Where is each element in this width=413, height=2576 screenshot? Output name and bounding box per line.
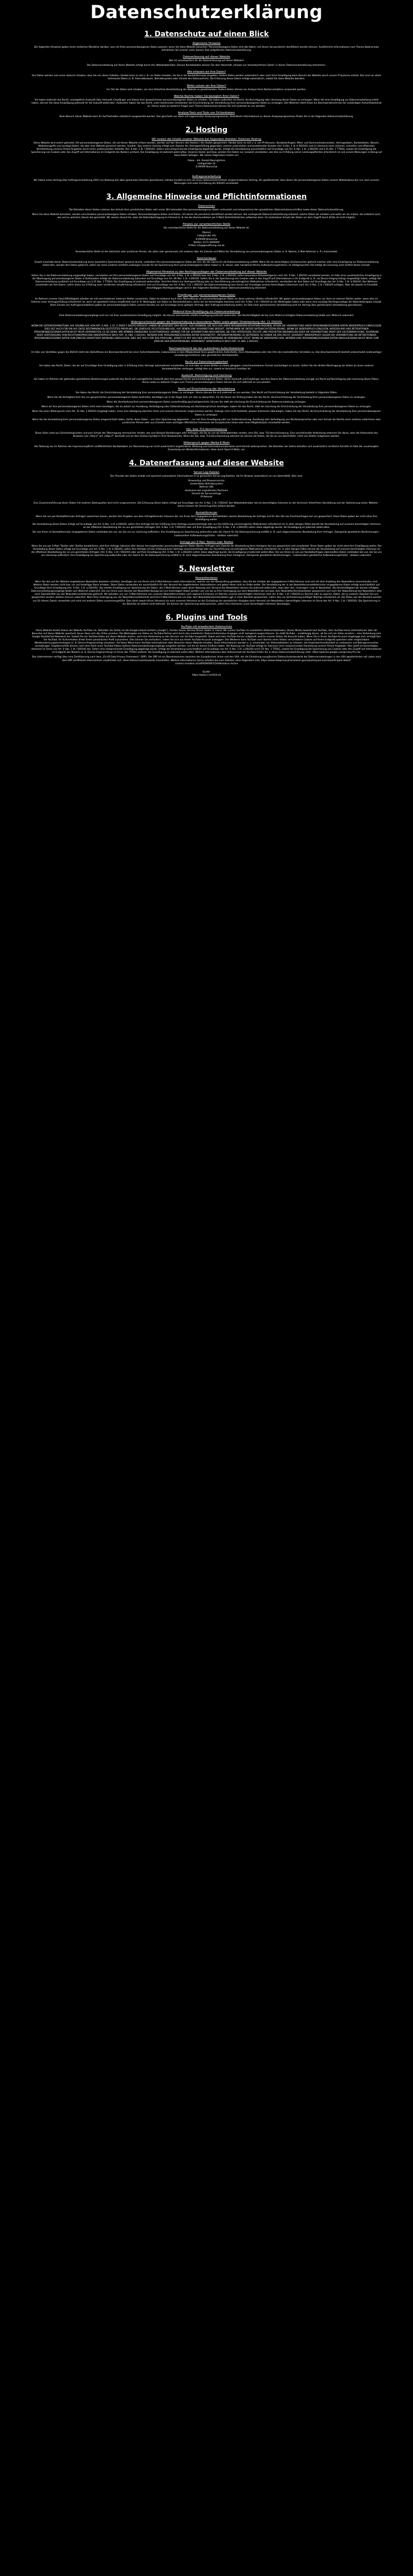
paragraph: Wenn wir Ihre personenbezogenen Daten nicht mehr benötigen, Sie sie jedoch zur Ausübung, Verteidigung oder Geltendmachung von Rechtsansprüchen benötigen, haben Sie das Recht, statt der Löschung die Einschränkung der Verarbeitung Ihrer personenbezogenen Daten zu verlangen. <box>41 406 372 409</box>
section-heading-text: 4. Datenerfassung auf dieser Website <box>129 459 284 468</box>
address-line: Liebigstraße 10a <box>197 235 216 238</box>
section-heading <box>31 459 382 468</box>
subsection-heading: Recht auf Datenübertragbarkeit <box>185 360 228 364</box>
subsection-heading: Allgemeine Hinweise <box>192 42 221 45</box>
paragraph: Eine Zusammenführung dieser Daten mit anderen Datenquellen wird nicht vorgenommen. Die Erfassung dieser Daten erfolgt auf Grundlage von Art. 6 Abs. 1 lit. f DSGVO. Der Websitebetreiber hat ein berechtigtes Interesse an der technisch fehlerfreien Darstellung und der Optimierung seiner Website – hierzu müssen die Server-Log-Files erfasst werden. <box>33 502 380 508</box>
source-link[interactable]: https://www.e-recht24.de <box>192 674 221 677</box>
subsection-heading: Newsletterdaten <box>195 576 218 580</box>
address-line: Uhrzeit der Serveranfrage <box>191 492 222 495</box>
policy-section <box>31 30 382 119</box>
paragraph: Sie haben das Recht, die Einschränkung der Verarbeitung Ihrer personenbezogenen Daten zu verlangen. Hierzu können Sie sich jederzeit an uns wenden. Das Recht auf Einschränkung der Verarbeitung besteht in folgenden Fällen: <box>75 392 338 395</box>
address-line: E-Mail: info@geoeffnung-rod.de <box>188 244 225 247</box>
address-block <box>31 480 382 499</box>
source-label: Quelle: <box>202 670 211 674</box>
subsection-heading: Beschwerderecht bei der zuständigen Aufsichtsbehörde <box>169 347 244 350</box>
policy-section <box>31 613 382 666</box>
source-block <box>31 671 382 677</box>
address-line: Browsertyp und Browserversion <box>188 480 225 483</box>
section-heading <box>31 126 382 135</box>
paragraph: Das Unternehmen verfügt über eine Zertifizierung nach dem „EU-US Data Privacy Framework“ (DPF). Der DPF ist ein Übereinkommen zwischen der Europäischen Union und den USA, der die Einhaltung europäischer Datenschutzstandards bei Datenverarbeitungen in den USA gewährleisten soll. Jedes nach dem DPF zertifizierte Unternehmen verpflichtet sich, diese Datenschutzstandards einzuhalten. Weitere Informationen hierzu erhalten Sie vom Anbieter unter folgendem Link: https://www.dataprivacyframework.gov/s/participant-search/participant-detail?contact=true&id=a2zt000000001L5AAI&status=Active <box>32 656 381 665</box>
paragraph: Sie haben jederzeit das Recht, unentgeltlich Auskunft über Herkunft, Empfänger und Zweck Ihrer gespeicherten personenbezogenen Daten zu erhalten. Sie haben außerdem ein Recht, die Berichtigung oder Löschung dieser Daten zu verlangen. Wenn Sie eine Einwilligung zur Datenverarbeitung erteilt haben, können Sie diese Einwilligung jederzeit für die Zukunft widerrufen. Außerdem haben Sie das Recht, unter bestimmten Umständen die Einschränkung der Verarbeitung Ihrer personenbezogenen Daten zu verlangen. Des Weiteren steht Ihnen ein Beschwerderecht bei der zuständigen Aufsichtsbehörde zu. Hierzu sowie zu weiteren Fragen zum Thema Datenschutz können Sie sich jederzeit an uns wenden. <box>31 98 382 108</box>
paragraph: Der Nutzung von im Rahmen der Impressumspflicht veröffentlichten Kontaktdaten zur Übersendung von nicht ausdrücklich angeforderter Werbung und Informationsmaterialien wird hiermit widersprochen. Die Betreiber der Seiten behalten sich ausdrücklich rechtliche Schritte im Falle der unverlangten Zusendung von Werbeinformationen, etwa durch Spam-E-Mails, vor. <box>34 446 379 452</box>
paragraph: Soweit innerhalb dieser Datenschutzerklärung keine speziellere Speicherdauer genannt wurde, verbleiben Ihre personenbezogenen Daten bei uns, bis der Zweck für die Datenverarbeitung entfällt. Wenn Sie ein berechtigtes Löschersuchen geltend machen oder eine Einwilligung zur Datenverarbeitung widerrufen, werden Ihre Daten gelöscht, sofern wir keine anderen rechtlich zulässigen Gründe für die Speicherung Ihrer personenbezogenen Daten haben (z. B. steuer- oder handelsrechtliche Aufbewahrungsfristen); im letztgenannten Fall erfolgt die Löschung nach Fortfall dieser Gründe. <box>34 261 379 267</box>
subsection-heading: Widerspruch gegen Werbe-E-Mails <box>183 441 230 445</box>
subsection-heading: Datenerfassung auf dieser Website <box>182 55 231 59</box>
section-heading <box>31 613 382 622</box>
subsection-heading: Wir hosten die Inhalte unserer Website bei folgendem Anbieter: Externes Hosting <box>151 138 262 141</box>
paragraph: Die Datenverarbeitung auf dieser Website erfolgt durch den Websitebetreiber. Dessen Kontaktdaten können Sie dem Abschnitt „Hinweis zur Verantwortlichen Stelle“ in dieser Datenschutzerklärung entnehmen. <box>87 64 326 67</box>
paragraph: Ein Teil der Daten wird erhoben, um eine fehlerfreie Bereitstellung der Website zu gewährleisten. Andere Daten können zur Analyse Ihres Nutzerverhaltens verwendet werden. <box>107 88 306 91</box>
paragraph: Sofern Sie in die Datenverarbeitung eingewilligt haben, verarbeiten wir Ihre personenbezogenen Daten auf Grundlage von Art. 6 Abs. 1 lit. a DSGVO bzw. Art. 9 Abs. 2 lit. a DSGVO, sofern besondere Datenkategorien nach Art. 9 Abs. 1 DSGVO verarbeitet werden. Im Falle einer ausdrücklichen Einwilligung in die Übertragung personenbezogener Daten in Drittstaaten erfolgt die Datenverarbeitung außerdem auf Grundlage von Art. 49 Abs. 1 lit. a DSGVO. Sofern Sie in die Speicherung von Cookies oder in den Zugriff auf Informationen in Ihr Endgerät (z. B. via Device-Fingerprinting) eingewilligt haben, erfolgt die Datenverarbeitung zusätzlich auf Grundlage von § 25 Abs. 1 TTDSG. Die Einwilligung ist jederzeit widerrufbar. Sind Ihre Daten zur Vertragserfüllung oder zur Durchführung vorvertraglicher Maßnahmen erforderlich, verarbeiten wir Ihre Daten auf Grundlage des Art. 6 Abs. 1 lit. b DSGVO. Des Weiteren verarbeiten wir Ihre Daten, sofern diese zur Erfüllung einer rechtlichen Verpflichtung erforderlich sind auf Grundlage von Art. 6 Abs. 1 lit. c DSGVO. Die Datenverarbeitung kann ferner auf Grundlage unseres berechtigten Interesses nach Art. 6 Abs. 1 lit. f DSGVO erfolgen. Über die jeweils im Einzelfall einschlägigen Rechtsgrundlagen wird in den folgenden Absätzen dieser Datenschutzerklärung informiert. <box>31 275 382 290</box>
page-title: Datenschutzerklärung <box>90 2 323 23</box>
paragraph: Die verantwortliche Stelle für die Datenverarbeitung auf dieser Website ist: <box>163 227 250 230</box>
section-heading <box>31 193 382 202</box>
paragraph: Ihre Daten werden zum einen dadurch erhoben, dass Sie uns diese mitteilen. Hierbei kann es sich z. B. um Daten handeln, die Sie in ein Kontaktformular eingeben. Andere Daten werden automatisch oder nach Ihrer Einwilligung beim Besuch der Website durch unsere IT-Systeme erfasst. Das sind vor allem technische Daten (z. B. Internetbrowser, Betriebssystem oder Uhrzeit des Seitenaufrufs). Die Erfassung dieser Daten erfolgt automatisch, sobald Sie diese Website betreten. <box>32 75 381 81</box>
subsection-heading: SSL- bzw. TLS-Verschlüsselung <box>186 427 227 431</box>
paragraph: Wenn Sie uns per E-Mail, Telefon oder Telefax kontaktieren, wird Ihre Anfrage inklusive aller daraus hervorgehenden personenbezogenen Daten (Name, Anfrage) zum Zwecke der Bearbeitung Ihres Anliegens bei uns gespeichert und verarbeitet. Diese Daten geben wir nicht ohne Ihre Einwilligung weiter. Die Verarbeitung dieser Daten erfolgt auf Grundlage von Art. 6 Abs. 1 lit. b DSGVO, sofern Ihre Anfrage mit der Erfüllung eines Vertrags zusammenhängt oder zur Durchführung vorvertraglicher Maßnahmen erforderlich ist. In allen übrigen Fällen beruht die Verarbeitung auf unserem berechtigten Interesse an der effektiven Bearbeitung der an uns gerichteten Anfragen (Art. 6 Abs. 1 lit. f DSGVO) oder auf Ihrer Einwilligung (Art. 6 Abs. 1 lit. a DSGVO) sofern diese abgefragt wurde; die Einwilligung ist jederzeit widerrufbar. Die von Ihnen an uns per Kontaktanfragen übersandten Daten verbleiben bei uns, bis Sie uns zur Löschung auffordern, Ihre Einwilligung zur Speicherung widerrufen oder der Zweck für die Datenspeicherung entfällt (z. B. nach abgeschlossener Bearbeitung Ihres Anliegens). Zwingende gesetzliche Bestimmungen – insbesondere gesetzliche Aufbewahrungsfristen – bleiben unberührt. <box>31 545 382 557</box>
paragraph: Die Verarbeitung dieser Daten erfolgt auf Grundlage von Art. 6 Abs. 1 lit. b DSGVO, sofern Ihre Anfrage mit der Erfüllung eines Vertrags zusammenhängt oder zur Durchführung vorvertraglicher Maßnahmen erforderlich ist. In allen übrigen Fällen beruht die Verarbeitung auf unserem berechtigten Interesse an der effektiven Bearbeitung der an uns gerichteten Anfragen (Art. 6 Abs. 1 lit. f DSGVO) oder auf Ihrer Einwilligung (Art. 6 Abs. 1 lit. a DSGVO) sofern diese abgefragt wurde; die Einwilligung ist jederzeit widerrufbar. <box>32 523 381 529</box>
policy-section <box>31 459 382 557</box>
paragraph: Wenn Sie diese Website benutzen, werden verschiedene personenbezogene Daten erhoben. Personenbezogene Daten sind Daten, mit denen Sie persönlich identifiziert werden können. Die vorliegende Datenschutzerklärung erläutert, welche Daten wir erheben und wofür wir sie nutzen. Sie erläutert auch, wie und zu welchem Zweck das geschieht. Wir weisen darauf hin, dass die Datenübertragung im Internet (z. B. bei der Kommunikation per E-Mail) Sicherheitslücken aufweisen kann. Ein lückenloser Schutz der Daten vor dem Zugriff durch Dritte ist nicht möglich. <box>32 213 381 220</box>
paragraph: WENN DIE DATENVERARBEITUNG AUF GRUNDLAGE VON ART. 6 ABS. 1 LIT. E ODER F DSGVO ERFOLGT, HABEN SIE JEDERZEIT DAS RECHT, AUS GRÜNDEN, DIE SICH AUS IHRER BESONDEREN SITUATION ERGEBEN, GEGEN DIE VERARBEITUNG IHRER PERSONENBEZOGENEN DATEN WIDERSPRUCH EINZULEGEN; DIES GILT AUCH FÜR EIN AUF DIESE BESTIMMUNGEN GESTÜTZTES PROFILING. DIE JEWEILIGE RECHTSGRUNDLAGE, AUF DENEN EINE VERARBEITUNG BERUHT, ENTNEHMEN SIE DIESER DATENSCHUTZERKLÄRUNG. WENN SIE WIDERSPRUCH EINLEGEN, WERDEN WIR IHRE BETROFFENEN PERSONENBEZOGENEN DATEN NICHT MEHR VERARBEITEN, ES SEI DENN, WIR KÖNNEN ZWINGENDE SCHUTZWÜRDIGE GRÜNDE FÜR DIE VERARBEITUNG NACHWEISEN, DIE IHRE INTERESSEN, RECHTE UND FREIHEITEN ÜBERWIEGEN ODER DIE VERARBEITUNG DIENT DER GELTENDMACHUNG, AUSÜBUNG ODER VERTEIDIGUNG VON RECHTSANSPRÜCHEN (WIDERSPRUCH NACH ART. 21 ABS. 1 DSGVO). WERDEN IHRE PERSONENBEZOGENEN DATEN VERARBEITET, UM DIREKTWERBUNG ZU BETREIBEN, SO HABEN SIE DAS RECHT, JEDERZEIT WIDERSPRUCH GEGEN DIE VERARBEITUNG SIE BETREFFENDER PERSONENBEZOGENER DATEN ZUM ZWECKE DERARTIGER WERBUNG EINZULEGEN; DIES GILT AUCH FÜR DAS PROFILING, SOWEIT ES MIT SOLCHER DIREKTWERBUNG IN VERBINDUNG STEHT. WENN SIE WIDERSPRECHEN, WERDEN IHRE PERSONENBEZOGENEN DATEN ANSCHLIESSEND NICHT MEHR ZUM ZWECKE DER DIREKTWERBUNG VERWENDET (WIDERSPRUCH NACH ART. 21 ABS. 2 DSGVO). <box>31 324 382 344</box>
subsection-heading: Anfrage per E-Mail, Telefon oder Telefax <box>179 540 234 544</box>
section-heading-text: 1. Datenschutz auf einen Blick <box>144 30 269 38</box>
paragraph: Die von Ihnen im Kontaktformular eingegebenen Daten verbleiben bei uns, bis Sie uns zur Löschung auffordern, Ihre Einwilligung zur Speicherung widerrufen oder der Zweck für die Datenspeicherung entfällt (z. B. nach abgeschlossener Bearbeitung Ihrer Anfrage). Zwingende gesetzliche Bestimmungen – insbesondere Aufbewahrungsfristen – bleiben unberührt. <box>32 531 381 537</box>
paragraph: Beim Besuch dieser Website kann Ihr Surf-Verhalten statistisch ausgewertet werden. Das geschieht vor allem mit sogenannten Analyseprogrammen. Detaillierte Informationen zu diesen Analyseprogrammen finden Sie in der folgenden Datenschutzerklärung. <box>59 115 354 118</box>
policy-content <box>31 30 382 666</box>
policy-section <box>31 126 382 185</box>
paragraph: Wenn Sie den auf der Website angebotenen Newsletter beziehen möchten, benötigen wir von Ihnen eine E-Mail-Adresse sowie Informationen, welche uns die Überprüfung gestatten, dass Sie der Inhaber der angegebenen E-Mail-Adresse sind und mit dem Empfang des Newsletters einverstanden sind. Weitere Daten werden nicht bzw. nur auf freiwilliger Basis erhoben. Diese Daten verwenden wir ausschließlich für den Versand der angeforderten Informationen und geben diese nicht an Dritte weiter. Die Verarbeitung der in das Newsletteranmeldeformular eingegebenen Daten erfolgt ausschließlich auf Grundlage Ihrer Einwilligung (Art. 6 Abs. 1 lit. a DSGVO). Die erteilte Einwilligung zur Speicherung der Daten, der E-Mail-Adresse sowie deren Nutzung zum Versand des Newsletters können Sie jederzeit widerrufen, etwa über den „Austragen“-Link im Newsletter. Die Rechtmäßigkeit der bereits erfolgten Datenverarbeitungsvorgänge bleibt vom Widerruf unberührt. Die von Ihnen zum Zwecke des Newsletter-Bezugs bei uns hinterlegten Daten werden von uns bis zu Ihrer Austragung aus dem Newsletter bei uns bzw. dem Newsletterdiensteanbieter gespeichert und nach der Abbestellung des Newsletters oder nach Zweckfortfall aus der Newsletterverteilerliste gelöscht. Wir behalten uns vor, E-Mail-Adressen aus unserem Newsletterverteiler nach eigenem Ermessen im Rahmen unseres berechtigten Interesses nach Art. 6 Abs. 1 lit. f DSGVO zu löschen oder zu sperren. Daten, die zu anderen Zwecken bei uns gespeichert wurden, bleiben hiervon unberührt. Nach Ihrer Austragung aus der Newsletterverteilerliste wird Ihre E-Mail-Adresse bei uns bzw. dem Newsletterdiensteanbieter ggf. in einer Blacklist gespeichert, sofern dies zur Verhinderung künftiger Mailings erforderlich ist. Die Daten aus der Blacklist werden nur für diesen Zweck verwendet und nicht mit anderen Daten zusammengeführt. Dies dient sowohl Ihrem Interesse als auch unserem Interesse an der Einhaltung der gesetzlichen Vorgaben beim Versand von Newslettern (berechtigtes Interesse im Sinne des Art. 6 Abs. 1 lit. f DSGVO). Die Speicherung in der Blacklist ist zeitlich nicht befristet. Sie können der Speicherung widersprechen, sofern Ihre Interessen unser berechtigtes Interesse überwiegen. <box>31 580 382 606</box>
address-line: Referrer URL <box>199 486 214 489</box>
address-line: Febox - Inh. Ronald Baumgärtner <box>188 159 225 162</box>
address-line: D-09599 Branschw <box>195 165 218 168</box>
section-heading-text: 2. Hosting <box>185 126 228 135</box>
subsection-heading: Analyse-Tools und Tools von Drittanbietern <box>178 111 235 115</box>
paragraph: Wenn die Verarbeitung Ihrer personenbezogenen Daten unrechtmäßig geschah/geschieht, können Sie statt der Löschung die Einschränkung der Datenverarbeitung verlangen. <box>106 401 307 404</box>
subsection-heading: Hinweis zur verantwortlichen Stelle <box>182 223 231 226</box>
paragraph: Sie haben das Recht, Daten, die wir auf Grundlage Ihrer Einwilligung oder in Erfüllung eines Vertrags automatisiert verarbeiten, an sich oder an einen Dritten in einem gängigen, maschinenlesbaren Format aushändigen zu lassen. Sofern Sie die direkte Übertragung der Daten an einen anderen Verantwortlichen verlangen, erfolgt dies nur, soweit es technisch machbar ist. <box>39 364 374 370</box>
spacer <box>31 169 382 172</box>
paragraph: Die folgenden Hinweise geben einen einfachen Überblick darüber, was mit Ihren personenbezogenen Daten passiert, wenn Sie diese Website besuchen. Personenbezogene Daten sind alle Daten, mit denen Sie persönlich identifiziert werden können. Ausführliche Informationen zum Thema Datenschutz entnehmen Sie unserer unter diesem Text aufgeführten Datenschutzerklärung. <box>34 46 379 52</box>
paragraph: Diese Website bindet Videos der Website YouTube ein. Betreiber der Seiten ist die Google Ireland Limited („Google“), Gordon House, Barrow Street, Dublin 4, Irland. Wir nutzen YouTube im erweiterten Datenschutzmodus. Dieser Modus bewirkt laut YouTube, dass YouTube keine Informationen über die Besucher auf dieser Website speichert, bevor diese sich das Video ansehen. Die Weitergabe von Daten an YouTube-Partner wird durch den erweiterten Datenschutzmodus hingegen nicht zwingend ausgeschlossen. So stellt YouTube – unabhängig davon, ob Sie sich ein Video ansehen – eine Verbindung zum Google DoubleClick-Netzwerk her. Sobald Sie ein YouTube-Video auf dieser Website starten, wird eine Verbindung zu den Servern von YouTube hergestellt. Dabei wird dem YouTube-Server mitgeteilt, welche unserer Seiten Sie besucht haben. Wenn Sie in Ihrem YouTube-Account eingeloggt sind, ermöglichen Sie YouTube, Ihr Surfverhalten direkt Ihrem persönlichen Profil zuzuordnen. Dies können Sie verhindern, indem Sie sich aus Ihrem YouTube-Account ausloggen. Des Weiteren kann YouTube nach Starten eines Videos verschiedene Cookies auf Ihrem Endgerät speichern oder vergleichbare Wiedererkennungstechnologien (z. B. Device-Fingerprinting) einsetzen. Auf diese Weise kann YouTube Informationen über Besucher dieser Website erhalten. Diese Informationen werden u. a. verwendet, um Videostatistiken zu erfassen, die Anwenderfreundlichkeit zu verbessern und Betrugsversuchen vorzubeugen. Gegebenenfalls können nach dem Start eines YouTube-Videos weitere Datenverarbeitungsvorgänge ausgelöst werden, auf die wir keinen Einfluss haben. Die Nutzung von YouTube erfolgt im Interesse einer ansprechenden Darstellung unserer Online-Angebote. Dies stellt ein berechtigtes Interesse im Sinne von Art. 6 Abs. 1 lit. f DSGVO dar. Sofern eine entsprechende Einwilligung abgefragt wurde, erfolgt die Verarbeitung ausschließlich auf Grundlage von Art. 6 Abs. 1 lit. a DSGVO und § 25 Abs. 1 TTDSG, soweit die Einwilligung die Speicherung von Cookies oder den Zugriff auf Informationen im Endgerät des Nutzers (z. B. Device-Fingerprinting) im Sinne des TTDSG umfasst. Die Einwilligung ist jederzeit widerrufbar. Weitere Informationen über Datenschutz bei YouTube finden Sie in deren Datenschutzerklärung unter: https://policies.google.com/privacy?hl=de. <box>31 629 382 654</box>
paragraph: Wenn Sie uns per Kontaktformular Anfragen zukommen lassen, werden Ihre Angaben aus dem Anfrageformular inklusive der von Ihnen dort angegebenen Kontaktdaten zwecks Bearbeitung der Anfrage und für den Fall von Anschlussfragen bei uns gespeichert. Diese Daten geben wir nicht ohne Ihre Einwilligung weiter. <box>36 516 377 522</box>
subsection-heading: Welche Rechte haben Sie bezüglich Ihrer Daten? <box>174 94 239 98</box>
paragraph: Die Betreiber dieser Seiten nehmen den Schutz Ihrer persönlichen Daten sehr ernst. Wir behandeln Ihre personenbezogenen Daten vertraulich und entsprechend den gesetzlichen Datenschutzvorschriften sowie dieser Datenschutzerklärung. <box>69 208 344 211</box>
section-heading <box>31 30 382 39</box>
paragraph: Wenn Sie einen Widerspruch nach Art. 21 Abs. 1 DSGVO eingelegt haben, muss eine Abwägung zwischen Ihren und unseren Interessen vorgenommen werden. Solange noch nicht feststeht, wessen Interessen überwiegen, haben Sie das Recht, die Einschränkung der Verarbeitung Ihrer personenbezogenen Daten zu verlangen. <box>32 410 381 417</box>
subsection-heading: Recht auf Einschränkung der Verarbeitung <box>178 388 235 391</box>
paragraph: Wenn Sie die Richtigkeit Ihrer bei uns gespeicherten personenbezogenen Daten bestreiten, benötigen wir in der Regel Zeit, um dies zu überprüfen. Für die Dauer der Prüfung haben Sie das Recht, die Einschränkung der Verarbeitung Ihrer personenbezogenen Daten zu verlangen. <box>47 396 366 399</box>
address-line: verwendetes Betriebssystem <box>190 483 223 486</box>
address-line: Liebigstraße 24 <box>197 162 216 165</box>
paragraph: Sie haben im Rahmen der geltenden gesetzlichen Bestimmungen jederzeit das Recht auf unentgeltliche Auskunft über Ihre gespeicherten personenbezogenen Daten, deren Herkunft und Empfänger und den Zweck der Datenverarbeitung und ggf. ein Recht auf Berichtigung oder Löschung dieser Daten. Hierzu sowie zu weiteren Fragen zum Thema personenbezogene Daten können Sie sich jederzeit an uns wenden. <box>34 378 379 384</box>
subsection-heading: Widerruf Ihrer Einwilligung zur Datenverarbeitung <box>173 310 240 313</box>
address-line: D-09599 Branschw <box>195 238 218 241</box>
paragraph: Im Rahmen unserer Geschäftstätigkeit arbeiten wir mit verschiedenen externen Stellen zusammen. Dabei ist teilweise auch eine Übermittlung von personenbezogenen Daten an diese externen Stellen erforderlich. Wir geben personenbezogene Daten nur dann an externe Stellen weiter, wenn dies im Rahmen einer Vertragserfüllung erforderlich ist, wenn wir gesetzlich hierzu verpflichtet sind (z. B. Weitergabe von Daten an Steuerbehörden), wenn wir ein berechtigtes Interesse nach Art. 6 Abs. 1 lit. f DSGVO an der Weitergabe haben oder wenn eine sonstige Rechtsgrundlage die Datenweitergabe erlaubt. Beim Einsatz von Auftragsverarbeitern geben wir personenbezogene Daten unserer Kunden nur auf Grundlage eines gültigen Vertrags über Auftragsverarbeitung weiter. Im Falle einer gemeinsamen Verarbeitung wird ein Vertrag über gemeinsame Verarbeitung geschlossen. <box>31 297 382 307</box>
address-line: Telefon: 0171 0000000 <box>193 241 220 244</box>
subsection-heading: Allgemeine Hinweise zu den Rechtsgrundlagen der Datenverarbeitung auf dieser Website <box>146 270 267 274</box>
section-heading-text: 5. Newsletter <box>179 564 234 573</box>
policy-section <box>31 193 382 452</box>
subsection-heading: Empfänger von personenbezogenen Daten <box>177 293 236 297</box>
paragraph: Diese Seite nutzt aus Sicherheitsgründen und zum Schutz der Übertragung vertraulicher Inhalte, wie zum Beispiel Bestellungen oder Anfragen, die Sie an uns als Seitenbetreiber senden, eine SSL- bzw. TLS-Verschlüsselung. Eine verschlüsselte Verbindung erkennen Sie daran, dass die Adresszeile des Browsers von „http://“ auf „https://“ wechselt und an dem Schloss-Symbol in Ihrer Browserzeile. Wenn die SSL- bzw. TLS-Verschlüsselung aktiviert ist, können die Daten, die Sie an uns übermitteln, nicht von Dritten mitgelesen werden. <box>35 432 378 438</box>
paragraph: Wir haben einen Vertrag über Auftragsverarbeitung (AVV) zur Nutzung des oben genannten Dienstes geschlossen. Hierbei handelt es sich um einen datenschutzrechtlich vorgeschriebenen Vertrag, der gewährleistet, dass dieser die personenbezogenen Daten unserer Websitebesucher nur nach unseren Weisungen und unter Einhaltung der DSGVO verarbeitet. <box>34 179 379 185</box>
paragraph: Wenn Sie die Verarbeitung Ihrer personenbezogenen Daten eingeschränkt haben, dürfen diese Daten – von ihrer Speicherung abgesehen – nur mit Ihrer Einwilligung oder zur Geltendmachung, Ausübung oder Verteidigung von Rechtsansprüchen oder zum Schutz der Rechte einer anderen natürlichen oder juristischen Person oder aus Gründen eines wichtigen öffentlichen Interesses der Europäischen Union oder eines Mitgliedstaats verarbeitet werden. <box>32 418 381 424</box>
subsection-heading: Wofür nutzen wir Ihre Daten? <box>187 84 226 88</box>
paragraph: Wer ist verantwortlich für die Datenerfassung auf dieser Website? <box>169 60 244 63</box>
address-block <box>31 232 382 247</box>
address-line: Hostname des zugreifenden Rechners <box>184 489 229 492</box>
address-line: IP-Adresse <box>201 495 212 498</box>
subsection-heading: Kontaktformular <box>195 511 218 515</box>
policy-section <box>31 565 382 606</box>
subsection-heading: YouTube mit erweitertem Datenschutz <box>181 625 232 628</box>
subsection-heading: Widerspruchsrecht gegen die Datenerhebung in besonderen Fällen sowie gegen Direktwerbung (Art. 21 DSGVO) <box>131 320 282 324</box>
section-heading-text: 6. Plugins und Tools <box>165 613 248 622</box>
paragraph: Viele Datenverarbeitungsvorgänge sind nur mit Ihrer ausdrücklichen Einwilligung möglich. Sie können eine bereits erteilte Einwilligung jederzeit widerrufen. Die Rechtmäßigkeit der bis zum Widerruf erfolgten Datenverarbeitung bleibt vom Widerruf unberührt. <box>59 314 354 317</box>
subsection-heading: Datenschutz <box>198 204 215 208</box>
paragraph: Verantwortliche Stelle ist die natürliche oder juristische Person, die allein oder gemeinsam mit anderen über die Zwecke und Mittel der Verarbeitung von personenbezogenen Daten (z. B. Namen, E-Mail-Adressen o. Ä.) entscheidet. <box>75 250 338 253</box>
address-block <box>31 160 382 169</box>
subsection-heading: Speicherdauer <box>196 256 217 260</box>
subsection-heading: Auskunft, Berichtigung und Löschung <box>181 374 232 377</box>
subsection-heading: Server-Log-Dateien <box>193 471 220 475</box>
address-line: [Name] <box>202 232 211 235</box>
section-heading-text: 3. Allgemeine Hinweise und Pflichtinformationen <box>106 192 307 201</box>
subsection-heading: Wie erfassen wir Ihre Daten? <box>187 70 226 74</box>
paragraph: Im Falle von Verstößen gegen die DSGVO steht den Betroffenen ein Beschwerderecht bei einer Aufsichtsbehörde, insbesondere in dem Mitgliedstaat ihres gewöhnlichen Aufenthalts, ihres Arbeitsplatzes oder des Orts des mutmaßlichen Verstoßes zu. Das Beschwerderecht besteht unbeschadet anderweitiger verwaltungsrechtlicher oder gerichtlicher Rechtsbehelfe. <box>31 351 382 357</box>
section-heading <box>31 565 382 574</box>
paragraph: Der Provider der Seiten erhebt und speichert automatisch Informationen in so genannten Server-Log-Dateien, die Ihr Browser automatisch an uns übermittelt. Dies sind: <box>110 475 303 478</box>
subsection-heading: Auftragsverarbeitung <box>192 175 221 178</box>
paragraph: Diese Website wird extern gehostet. Die personenbezogenen Daten, die auf dieser Website erfasst werden, werden auf den Servern des Hosters / der Hoster gespeichert. Hierbei kann es sich v. a. um IP-Adressen, Kontaktanfragen, Meta- und Kommunikationsdaten, Vertragsdaten, Kontaktdaten, Namen, Websitezugriffe und sonstige Daten, die über eine Website generiert werden, handeln. Das externe Hosting erfolgt zum Zwecke der Vertragserfüllung gegenüber unseren potenziellen und bestehenden Kunden (Art. 6 Abs. 1 lit. b DSGVO) und im Interesse einer sicheren, schnellen und effizienten Bereitstellung unseres Online-Angebots durch einen professionellen Anbieter (Art. 6 Abs. 1 lit. f DSGVO). Sofern eine entsprechende Einwilligung abgefragt wurde, erfolgt die Verarbeitung ausschließlich auf Grundlage von Art. 6 Abs. 1 lit. a DSGVO und § 25 Abs. 1 TTDSG, soweit die Einwilligung die Speicherung von Cookies oder den Zugriff auf Informationen im Endgerät des Nutzers umfasst. Die Einwilligung ist jederzeit widerrufbar. Unser(e) Hoster wird bzw. werden Ihre Daten nur insoweit verarbeiten, wie dies zur Erfüllung seiner Leistungspflichten erforderlich ist und unsere Weisungen in Bezug auf diese Daten befolgen. Wir setzen folgende(n) Hoster ein: <box>31 142 382 158</box>
